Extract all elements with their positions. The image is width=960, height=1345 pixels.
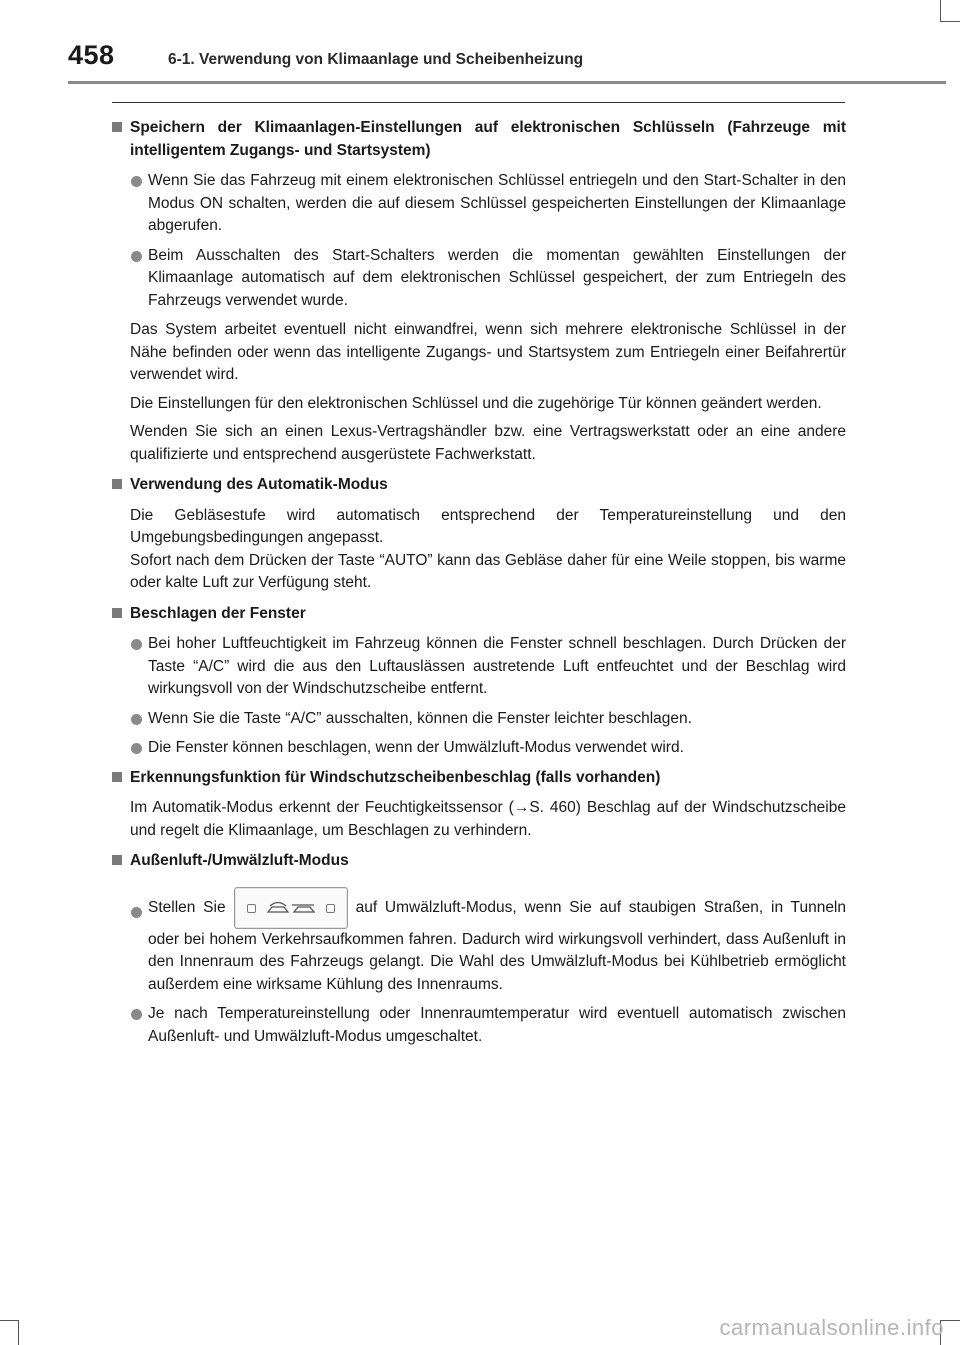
- bullet-item: [112, 170, 846, 238]
- section-rule: [112, 102, 845, 103]
- air-intake-switch-icon: [234, 887, 348, 929]
- crop-mark: [0, 1320, 18, 1321]
- section-heading-text: Beschlagen der Fenster: [130, 604, 306, 622]
- bullet-item: [112, 1003, 846, 1048]
- section-heading: [112, 117, 846, 162]
- bullet-text: Wenn Sie die Taste “A/C” ausschalten, können die Fenster leichter beschlagen.: [148, 709, 692, 727]
- section-heading-text: Außenluft-/Umwälzluft-Modus: [130, 852, 349, 869]
- round-bullet-icon: [131, 1009, 142, 1020]
- round-bullet-icon: [131, 714, 142, 725]
- round-bullet-icon: [131, 251, 142, 262]
- crop-mark: [18, 1320, 19, 1345]
- bullet-text: Beim Ausschalten des Start-Schalters werden die momentan gewählten Einstellungen der Klimaanlage automatisch auf dem elektronischen Schlüssel gespeichert, der zum Entriegeln des Fahrzeugs verwendet wurde.: [148, 246, 846, 309]
- paragraph: Wenden Sie sich an einen Lexus-Vertragshändler bzw. eine Vertragswerkstatt oder an eine andere qualifizierte und entsprechend ausgerüstete Fachwerkstatt.: [130, 423, 846, 463]
- watermark: carmanualsonline.info: [719, 1315, 944, 1340]
- round-bullet-icon: [131, 743, 142, 754]
- bullet-text: Wenn Sie das Fahrzeug mit einem elektronischen Schlüssel entriegeln und den Start-Schalter in den Modus ON schalten, werden die auf diesem Schlüssel gespeicherten Einstellungen der Klimaanlage abgerufen.: [148, 172, 846, 234]
- square-bullet-icon: [112, 479, 122, 489]
- paragraph: Sofort nach dem Drücken der Taste “AUTO” kann das Gebläse daher für eine Weile stoppen, bis warme oder kalte Luft zur Verfügung steht.: [130, 551, 846, 591]
- crop-mark: [940, 0, 941, 22]
- crop-mark: [940, 21, 960, 22]
- paragraph: Die Einstellungen für den elektronischen Schlüssel und die zugehörige Tür können geändert werden.: [130, 394, 822, 412]
- bullet-item: [112, 708, 846, 731]
- chapter-title: 6-1. Verwendung von Klimaanlage und Scheibenheizung: [168, 51, 584, 68]
- page-number: 458: [68, 40, 115, 70]
- section-heading-text: Speichern der Klimaanlagen-Einstellungen auf elektronischen Schlüsseln (Fahrzeuge mit intelligentem Zugangs- und Startsystem): [130, 119, 846, 159]
- section-heading: [112, 850, 846, 873]
- square-bullet-icon: [112, 122, 122, 132]
- section-heading: [112, 603, 846, 626]
- bullet-text: Die Fenster können beschlagen, wenn der Umwälzluft-Modus verwendet wird.: [148, 739, 684, 756]
- indicator-light-icon: [326, 904, 335, 913]
- square-bullet-icon: [112, 772, 122, 782]
- header-rule: [68, 81, 946, 84]
- bullet-item: [112, 245, 846, 313]
- round-bullet-icon: [131, 907, 142, 918]
- page-content: [112, 117, 846, 1055]
- bullet-text: Stellen Sie: [148, 898, 226, 916]
- recirculation-car-icon: [265, 898, 317, 918]
- bullet-text: Bei hoher Luftfeuchtigkeit im Fahrzeug können die Fenster schnell beschlagen. Durch Drücken der Taste “A/C” wird die aus den Luftauslässen austretende Luft entfeuchtet und der Beschlag wird wirkungsvoll von der Windschutzscheibe entfernt.: [148, 635, 846, 697]
- round-bullet-icon: [131, 176, 142, 187]
- bullet-item: [112, 633, 846, 701]
- round-bullet-icon: [131, 639, 142, 650]
- section-heading-text: Verwendung des Automatik-Modus: [130, 476, 388, 493]
- square-bullet-icon: [112, 855, 122, 865]
- bullet-text: Je nach Temperatureinstellung oder Innenraumtemperatur wird eventuell automatisch zwischen Außenluft- und Umwälzluft-Modus umgeschaltet.: [148, 1005, 846, 1045]
- paragraph: Die Gebläsestufe wird automatisch entsprechend der Temperatureinstellung und den Umgebungsbedingungen angepasst.: [130, 506, 846, 546]
- paragraph: Im Automatik-Modus erkennt der Feuchtigkeitssensor (→S. 460) Beschlag auf der Windschutzscheibe und regelt die Klimaanlage, um Beschlagen zu verhindern.: [130, 799, 846, 839]
- section-heading: [112, 767, 846, 790]
- bullet-item: [112, 881, 846, 997]
- section-heading-text: Erkennungsfunktion für Windschutzscheibenbeschlag (falls vorhanden): [130, 768, 661, 786]
- section-heading: [112, 474, 846, 497]
- paragraph: Das System arbeitet eventuell nicht einwandfrei, wenn sich mehrere elektronische Schlüssel in der Nähe befinden oder wenn das intelligente Zugangs- und Startsystem zum Entriegeln einer Beifahrertür verwendet wird.: [130, 321, 846, 383]
- bullet-item: [112, 737, 846, 760]
- indicator-light-icon: [247, 904, 256, 913]
- bullet-text: auf Umwälzluft-Modus, wenn Sie auf staubigen Straßen, in Tunneln oder bei hohem Verkehrsaufkommen fahren. Dadurch wird wirkungsvoll verhindert, dass Außenluft in den Innenraum des Fahrzeugs gelangt. Die Wahl des Umwälzluft-Modus bei Kühlbetrieb ermöglicht außerdem eine wirksame Kühlung des Innenraums.: [148, 898, 846, 993]
- square-bullet-icon: [112, 608, 122, 618]
